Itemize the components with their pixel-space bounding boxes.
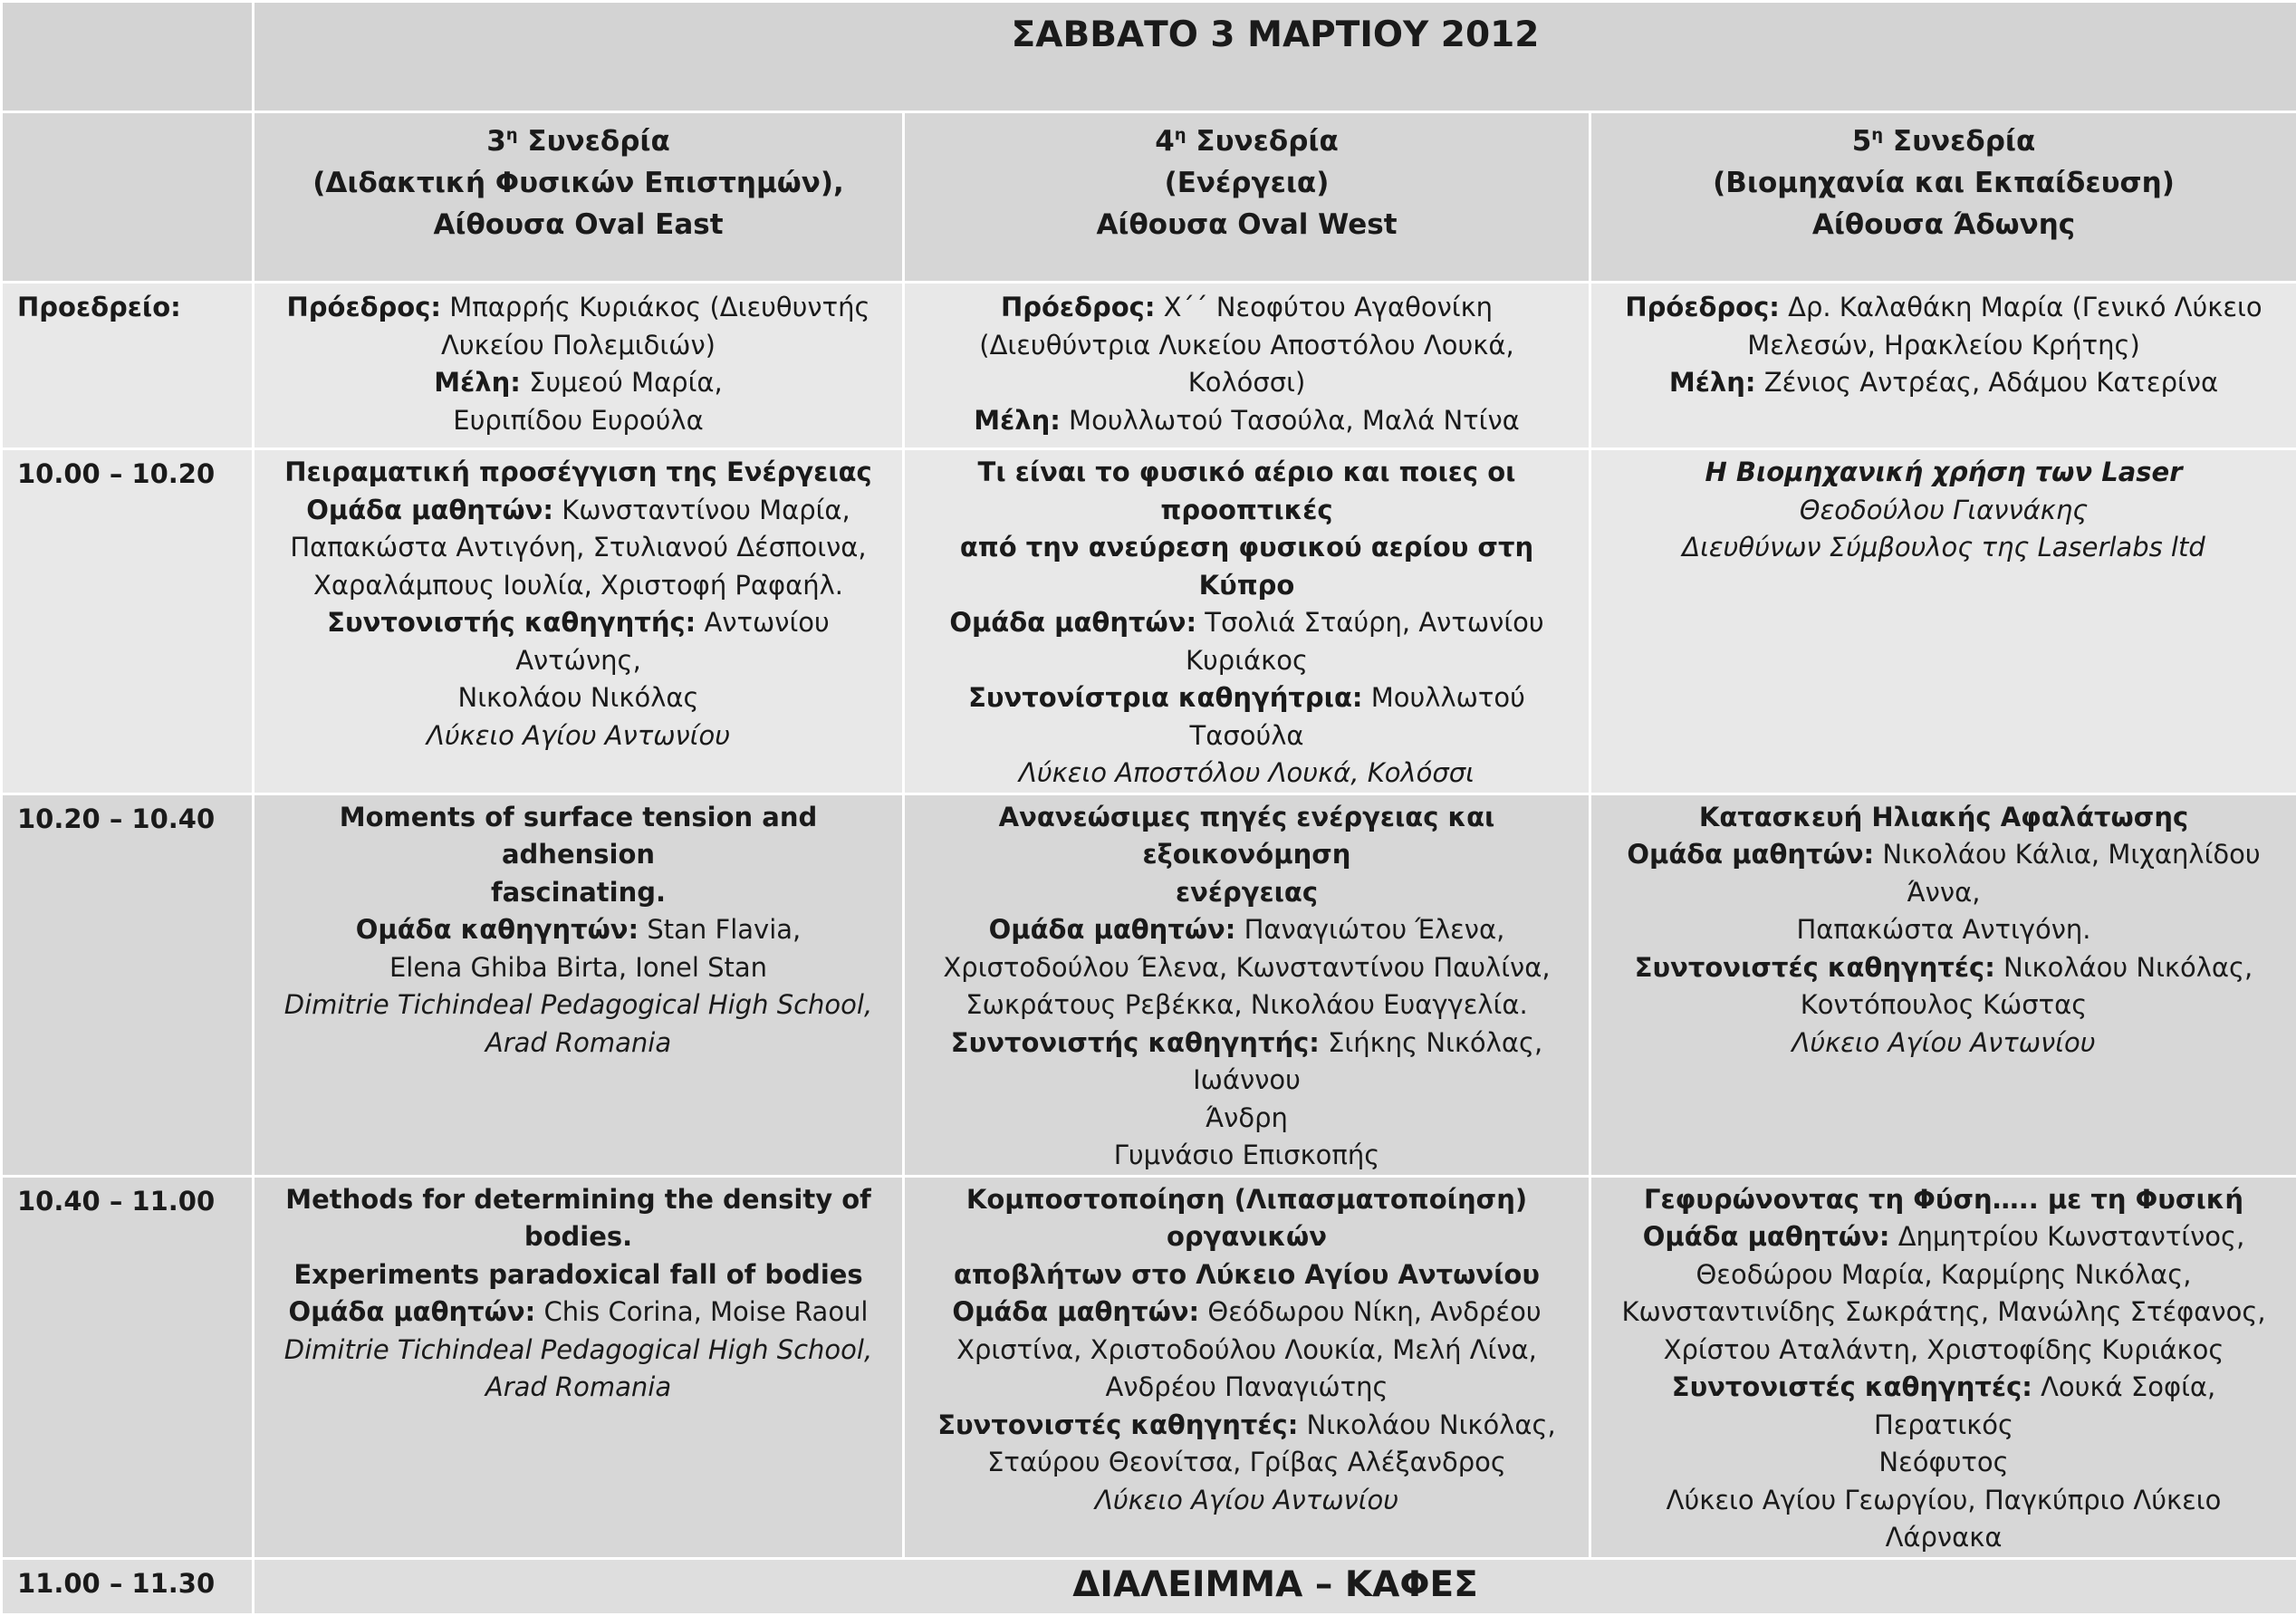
talk-cell — [254, 794, 904, 1176]
group-names-cont: Χρίστου Αταλάντη, Χριστοφίδης Κυριάκος — [1602, 1332, 2285, 1370]
talk-title: Τι είναι το φυσικό αέριο και ποιες οι προοπτικές — [916, 454, 1578, 529]
members-names: Μουλλωτού Τασούλα, Μαλά Ντίνα — [1061, 405, 1520, 436]
members-label: Μέλη: — [1669, 367, 1756, 398]
members-names: Συμεού Μαρία, — [521, 367, 723, 398]
coordinator-label: Συντονίστρια καθηγήτρια: — [968, 682, 1362, 713]
coordinator-names-cont: Νικολάου Νικόλας — [265, 679, 891, 717]
talk-cell — [904, 449, 1590, 794]
group-names-cont: Κυριάκος — [916, 642, 1578, 680]
presidium-cell-5 — [1590, 283, 2296, 449]
group-names-cont: Elena Ghiba Birta, Ionel Stan — [265, 949, 891, 987]
talk-cell — [254, 449, 904, 794]
coordinator-names-cont: Κοντόπουλος Κώστας — [1602, 986, 2285, 1024]
coordinator-names: Μουλλωτού Τασούλα — [1189, 682, 1524, 751]
chair-name-cont: Λυκείου Πολεμιδιών) — [265, 327, 891, 365]
talk-title: fascinating. — [265, 874, 891, 912]
talk-title: Η Βιομηχανική χρήση των Laser — [1602, 454, 2285, 492]
talk-title: Κομποστοποίηση (Λιπασματοποίηση) οργανικών — [916, 1181, 1578, 1256]
slot-row-3 — [2, 1176, 2296, 1558]
school-name: Dimitrie Tichindeal Pedagogical High School, — [265, 986, 891, 1024]
chair-name-cont: (Διευθύντρια Λυκείου Αποστόλου Λουκά, — [916, 327, 1578, 365]
group-label: Ομάδα καθηγητών: — [356, 914, 639, 945]
chair-label: Πρόεδρος: — [1625, 292, 1780, 322]
members-names-cont: Ευριπίδου Ευρούλα — [265, 402, 891, 440]
group-names: Κωνσταντίνου Μαρία, — [553, 495, 850, 525]
talk-cell — [1590, 1176, 2296, 1558]
break-time: 11.00 – 11.30 — [2, 1558, 254, 1614]
slot-row-1 — [2, 449, 2296, 794]
group-label: Ομάδα μαθητών: — [1643, 1221, 1890, 1252]
coordinator-label: Συντονιστές καθηγητές: — [1672, 1371, 2032, 1402]
talk-title: αποβλήτων στο Λύκειο Αγίου Αντωνίου — [916, 1256, 1578, 1294]
coordinator-label: Συντονιστής καθηγητής: — [951, 1027, 1320, 1058]
presidium-row — [2, 283, 2296, 449]
group-names: Θεόδωρου Νίκη, Ανδρέου — [1199, 1296, 1541, 1327]
group-label: Ομάδα μαθητών: — [288, 1296, 535, 1327]
school-name: Λάρνακα — [1602, 1519, 2285, 1557]
talk-title: Methods for determining the density of bodies. — [265, 1181, 891, 1256]
group-names: Νικολάου Κάλια, Μιχαηλίδου Άννα, — [1874, 839, 2261, 908]
coordinator-names-cont: Νεόφυτος — [1602, 1444, 2285, 1482]
group-label: Ομάδα μαθητών: — [952, 1296, 1199, 1327]
session-title: $3^\eta$ Συνεδρία — [255, 120, 902, 162]
break-cell — [254, 1558, 2296, 1614]
school-name: Arad Romania — [265, 1024, 891, 1063]
talk-title: Moments of surface tension and adhension — [265, 799, 891, 874]
coordinator-names-cont: Άνδρη — [916, 1100, 1578, 1138]
talk-title: Πειραματική προσέγγιση της Ενέργειας — [265, 454, 891, 492]
chair-label: Πρόεδρος: — [287, 292, 442, 322]
talk-cell — [254, 1176, 904, 1558]
chair-name: Χ΄΄ Νεοφύτου Αγαθονίκη — [1155, 292, 1493, 322]
session-topic: (Βιομηχανία και Εκπαίδευση) — [1591, 162, 2296, 204]
talk-title: Κατασκευή Ηλιακής Αφαλάτωσης — [1602, 799, 2285, 837]
slot-time: 10.20 – 10.40 — [2, 794, 254, 1176]
presidium-cell-4 — [904, 283, 1590, 449]
speaker-line: Θεοδούλου Γιαννάκης — [1602, 492, 2285, 530]
day-header-row — [2, 2, 2296, 112]
talk-cell — [904, 794, 1590, 1176]
group-label: Ομάδα μαθητών: — [949, 607, 1196, 638]
group-names-cont: Θεοδώρου Μαρία, Καρμίρης Νικόλας, — [1602, 1256, 2285, 1294]
group-names-cont: Παπακώστα Αντιγόνη, Στυλιανού Δέσποινα, — [265, 529, 891, 567]
chair-name-cont: Μελεσών, Ηρακλείου Κρήτης) — [1602, 327, 2285, 365]
school-name: Λύκειο Αγίου Γεωργίου, Παγκύπριο Λύκειο — [1602, 1482, 2285, 1520]
group-label: Ομάδα μαθητών: — [989, 914, 1236, 945]
speaker-line: Διευθύνων Σύμβουλος της Laserlabs ltd — [1602, 529, 2285, 567]
group-label: Ομάδα μαθητών: — [1627, 839, 1874, 870]
slot-row-2 — [2, 794, 2296, 1176]
coordinator-names: Αντωνίου Αντώνης, — [515, 607, 830, 676]
coordinator-names: Νικολάου Νικόλας, — [1995, 952, 2253, 983]
school-name: Λύκειο Αγίου Αντωνίου — [916, 1482, 1578, 1520]
group-names-cont: Χριστίνα, Χριστοδούλου Λουκία, Μελή Λίνα, — [916, 1332, 1578, 1370]
session-topic: (Ενέργεια) — [905, 162, 1589, 204]
members-label: Μέλη: — [974, 405, 1061, 436]
talk-title: ενέργειας — [916, 874, 1578, 912]
members-label: Μέλη: — [434, 367, 521, 398]
session-room: Αίθουσα Άδωνης — [1591, 204, 2296, 245]
group-names-cont: Παπακώστα Αντιγόνη. — [1602, 911, 2285, 949]
session-topic: (Διδακτική Φυσικών Επιστημών), — [255, 162, 902, 204]
group-names: Τσολιά Σταύρη, Αντωνίου — [1196, 607, 1544, 638]
presidium-cell-3 — [254, 283, 904, 449]
chair-name: Δρ. Καλαθάκη Μαρία (Γενικό Λύκειο — [1780, 292, 2262, 322]
school-name: Λύκειο Αγίου Αντωνίου — [1602, 1024, 2285, 1063]
session-room: Αίθουσα Oval West — [905, 204, 1589, 245]
chair-label: Πρόεδρος: — [1001, 292, 1156, 322]
session-title: $4^\eta$ Συνεδρία — [905, 120, 1589, 162]
coordinator-label: Συντονιστές καθηγητές: — [937, 1409, 1298, 1440]
coordinator-label: Συντονιστής καθηγητής: — [327, 607, 696, 638]
session-corner-cell — [2, 112, 254, 283]
talk-title: από την ανεύρεση φυσικού αερίου στη Κύπρο — [916, 529, 1578, 604]
coordinator-names: Νικολάου Νικόλας, — [1298, 1409, 1555, 1440]
chair-name: Μπαρρής Κυριάκος (Διευθυντής — [441, 292, 869, 322]
talk-title: Experiments paradoxical fall of bodies — [265, 1256, 891, 1294]
group-names: Παναγιώτου Έλενα, — [1235, 914, 1504, 945]
slot-time: 10.40 – 11.00 — [2, 1176, 254, 1558]
session-header-row — [2, 112, 2296, 283]
day-title-cell — [254, 2, 2296, 112]
school-name: Λύκειο Αγίου Αντωνίου — [265, 717, 891, 755]
group-names-cont: Κωνσταντινίδης Σωκράτης, Μανώλης Στέφανος, — [1602, 1294, 2285, 1332]
school-name: Dimitrie Tichindeal Pedagogical High School, — [265, 1332, 891, 1370]
school-name: Λύκειο Αποστόλου Λουκά, Κολόσσι — [916, 755, 1578, 793]
group-names: Chis Corina, Moise Raoul — [535, 1296, 868, 1327]
session-room: Αίθουσα Oval East — [255, 204, 902, 245]
break-row — [2, 1558, 2296, 1614]
school-name: Γυμνάσιο Επισκοπής — [916, 1137, 1578, 1175]
talk-title: Ανανεώσιμες πηγές ενέργειας και εξοικονόμηση — [916, 799, 1578, 874]
group-names-cont: Χριστοδούλου Έλενα, Κωνσταντίνου Παυλίνα, — [916, 949, 1578, 987]
break-text: ΔΙΑΛΕΙΜΜΑ – ΚΑΦΕΣ — [255, 1560, 2296, 1607]
session-5-header — [1590, 112, 2296, 283]
coordinator-names: Λουκά Σοφία, Περατικός — [1874, 1371, 2215, 1440]
group-names-cont: Σωκράτους Ρεβέκκα, Νικολάου Ευαγγελία. — [916, 986, 1578, 1024]
talk-title: Γεφυρώνοντας τη Φύση….. με τη Φυσική — [1602, 1181, 2285, 1219]
group-names: Stan Flavia, — [639, 914, 801, 945]
group-label: Ομάδα μαθητών: — [306, 495, 553, 525]
talk-cell — [1590, 449, 2296, 794]
group-names-cont: Ανδρέου Παναγιώτης — [916, 1369, 1578, 1407]
session-3-header — [254, 112, 904, 283]
school-name: Arad Romania — [265, 1369, 891, 1407]
chair-name-cont: Κολόσσι) — [916, 364, 1578, 402]
group-names: Δημητρίου Κωνσταντίνος, — [1889, 1221, 2244, 1252]
day-title: ΣΑΒΒΑΤΟ 3 ΜΑΡΤΙΟΥ 2012 — [255, 3, 2296, 57]
coordinator-label: Συντονιστές καθηγητές: — [1635, 952, 1995, 983]
presidium-label: Προεδρείο: — [2, 283, 254, 449]
coordinator-names: Σιήκης Νικόλας, Ιωάννου — [1193, 1027, 1542, 1096]
session-4-header — [904, 112, 1590, 283]
corner-cell — [2, 2, 254, 112]
group-names-cont: Χαραλάμπους Ιουλία, Χριστοφή Ραφαήλ. — [265, 567, 891, 605]
talk-cell — [904, 1176, 1590, 1558]
slot-time: 10.00 – 10.20 — [2, 449, 254, 794]
members-names: Ζένιος Αντρέας, Αδάμου Κατερίνα — [1756, 367, 2219, 398]
coordinator-names-cont: Σταύρου Θεονίτσα, Γρίβας Αλέξανδρος — [916, 1444, 1578, 1482]
talk-cell — [1590, 794, 2296, 1176]
session-title: $5^\eta$ Συνεδρία — [1591, 120, 2296, 162]
